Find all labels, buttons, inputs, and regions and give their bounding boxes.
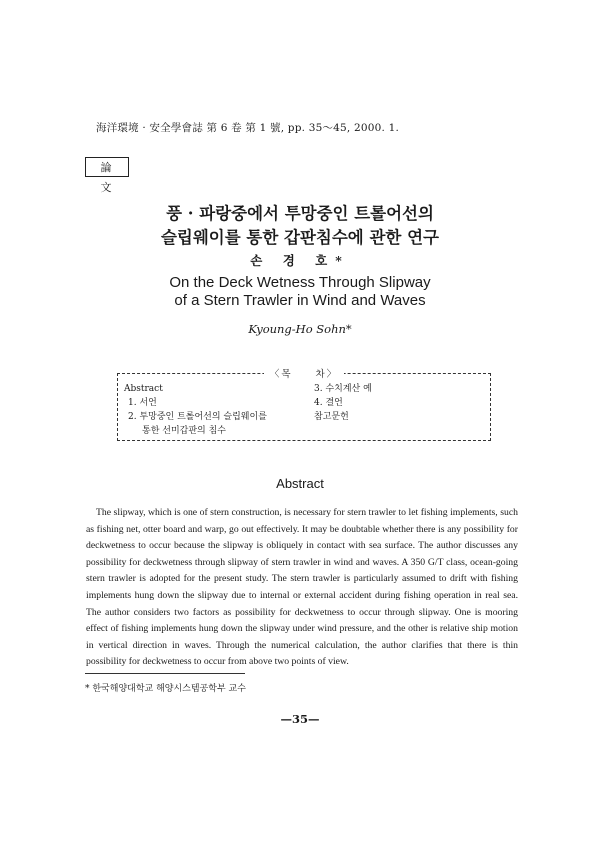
page-number: —35—	[280, 712, 320, 726]
toc-heading: 〈목 차〉	[264, 369, 344, 380]
title-korean-line-2: 슬립웨이를 통한 갑판침수에 관한 연구	[160, 228, 439, 247]
toc-item: 1. 서언	[128, 398, 157, 408]
table-of-contents	[117, 369, 491, 441]
toc-item: Abstract	[124, 384, 163, 394]
footnote-divider	[85, 673, 245, 674]
abstract-paragraph: The slipway, which is one of stern construction, is necessary for stern trawler to let fishing implements, such as fishing net, otter board and warp, go out effectively. It may be doubtable whether there is any possibility for deckwetness to occur because the slipway is obliquely in contact with sea surface. The author discusses any possibility for deckwetness through slipway of stern trawler in wind and waves. A 350 G/T class, ocean-going stern trawler is adopted for the present study. The stern trawler is particularly assumed to drift with fishing implements hung down the slipway due to internal or external accident during fishing operation in real sea. The author considers two factors as possibility for deckwetness to occur through slipway. One is mooring effect of fishing implements hung down the slipway under wind pressure, and the other is relative ship motion in vertical direction in waves. Through the numerical calculation, the author clarifies that there is thin possibility for deckwetness to occur from above two points of view.	[86, 507, 518, 668]
title-english-line-2: of a Stern Trawler in Wind and Waves	[174, 292, 426, 309]
abstract-heading: Abstract	[276, 476, 324, 491]
title-english-line-1: On the Deck Wetness Through Slipway	[169, 274, 431, 291]
article-type-box: 論 文	[85, 157, 129, 177]
toc-item: 3. 수치계산 예	[314, 384, 372, 394]
toc-item: 2. 투망중인 트롤어선의 슬립웨이를	[128, 412, 267, 422]
author-affiliation-footnote: * 한국해양대학교 해양시스템공학부 교수	[85, 684, 246, 694]
toc-item: 4. 결언	[314, 398, 343, 408]
toc-item: 참고문헌	[314, 412, 349, 422]
title-korean-line-1: 풍 · 파랑중에서 투망중인 트롤어선의	[166, 204, 434, 223]
toc-left-column	[124, 382, 267, 438]
journal-header: 海洋環境 · 安全學會誌 第 6 卷 第 1 號, pp. 35～45, 2000. 1.	[96, 122, 400, 134]
author-english: Kyoung-Ho Sohn*	[248, 322, 352, 336]
toc-item: 통한 선미갑판의 침수	[142, 426, 226, 436]
toc-right-column	[314, 382, 372, 424]
author-korean: 손 경 호*	[250, 253, 350, 268]
